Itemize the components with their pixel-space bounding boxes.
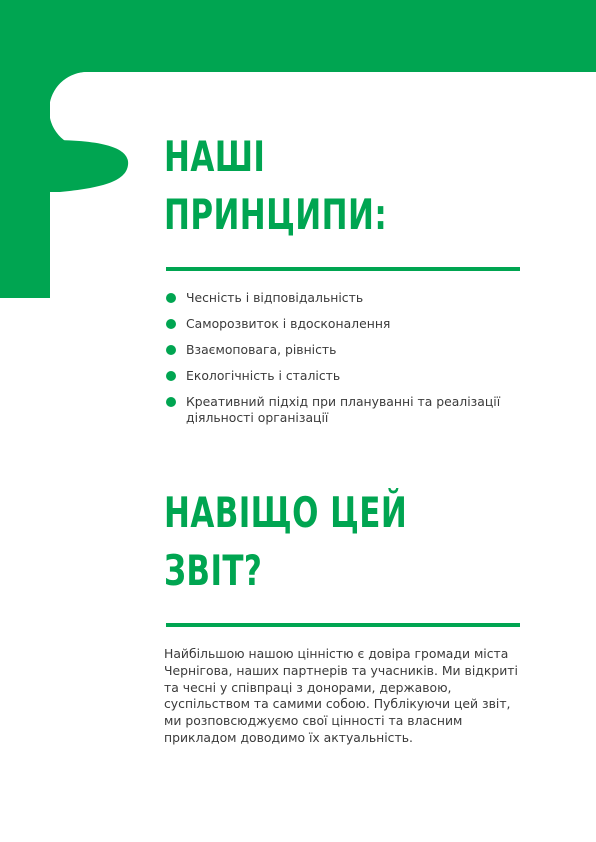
list-item (166, 316, 526, 332)
list-item-text: Саморозвиток і вдосконалення (186, 316, 391, 331)
why-report-heading-line-1: НАВІЩО ЦЕЙ (164, 488, 408, 537)
why-report-heading-line-2: ЗВІТ? (164, 546, 263, 595)
list-item-text: Креативний підхід при плануванні та реалізації діяльності організації (186, 394, 501, 425)
principles-heading-line-2: ПРИНЦИПИ: (164, 190, 388, 239)
list-item-text: Екологічність і сталість (186, 368, 341, 383)
bullet-icon (166, 293, 176, 303)
list-item (166, 368, 526, 384)
why-report-divider (166, 623, 520, 627)
principles-heading (164, 128, 387, 244)
list-item (166, 342, 526, 358)
principles-divider (166, 267, 520, 271)
why-report-paragraph: Найбільшою нашою цінністю є довіра громади міста Чернігова, наших партнерів та учасників. Ми відкриті та чесні у співпраці з донорами, державою, суспільством та самими собою. Публікуючи цей звіт, ми розповсюджуємо свої цінності та власним прикладом доводимо їх актуальність. (164, 646, 518, 745)
list-item (166, 394, 526, 426)
principles-heading-line-1: НАШІ (164, 132, 266, 181)
list-item (166, 290, 526, 306)
list-item-text: Чесність і відповідальність (186, 290, 364, 305)
bullet-icon (166, 371, 176, 381)
principles-list (166, 290, 526, 436)
bullet-icon (166, 397, 176, 407)
bullet-icon (166, 319, 176, 329)
list-item-text: Взаємоповага, рівність (186, 342, 337, 357)
why-report-heading (164, 484, 407, 600)
bullet-icon (166, 345, 176, 355)
